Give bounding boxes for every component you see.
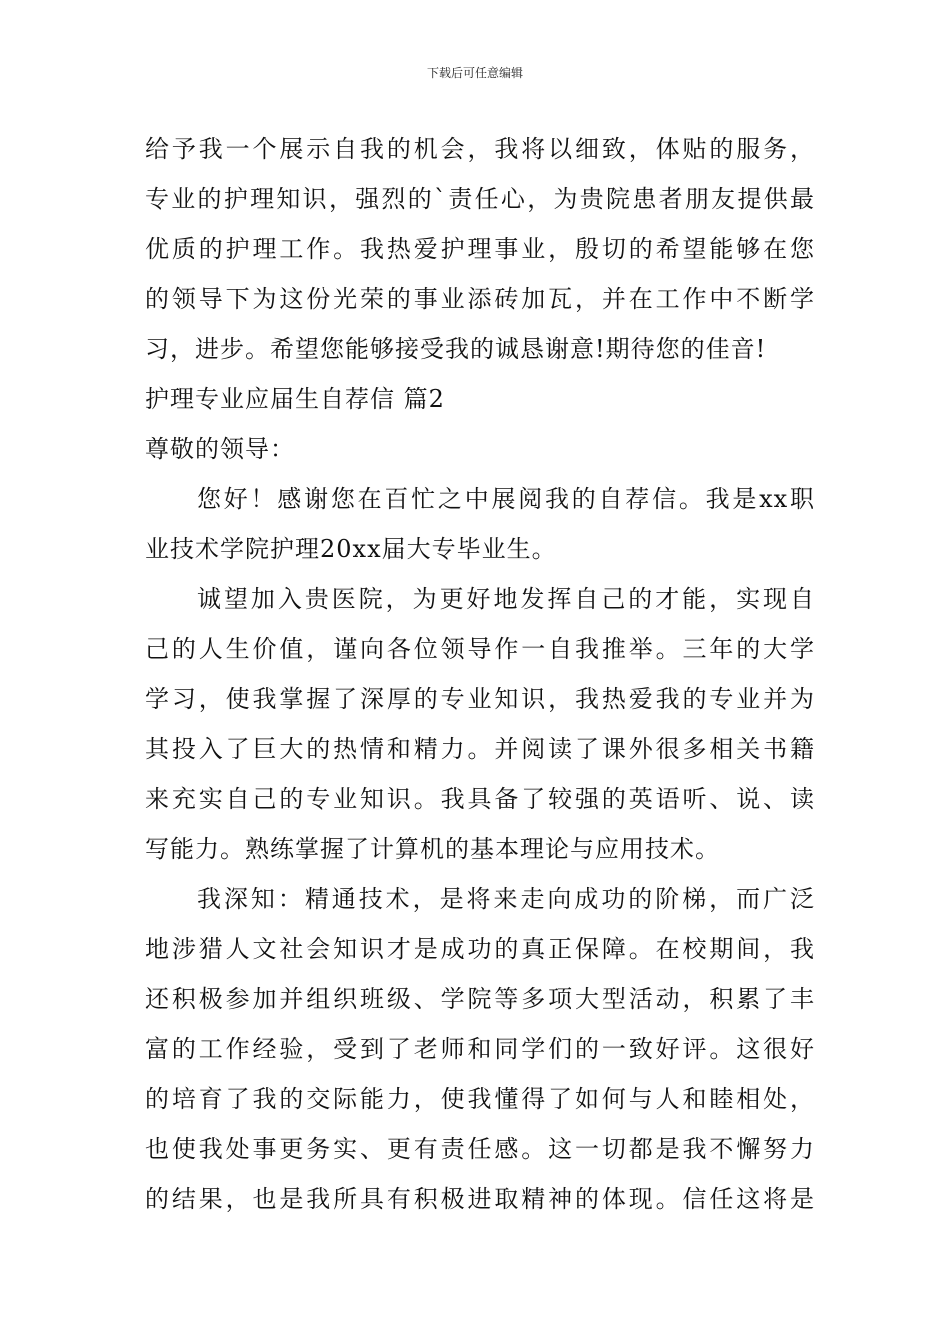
page-header: 下载后可任意编辑 [426,66,523,80]
text-line: 您好！感谢您在百忙之中展阅我的自荐信。我是xx职 [197,485,815,513]
text-line: 富的工作经验，受到了老师和同学们的一致好评。这很好 [145,1035,815,1063]
text-line: 也使我处事更务实、更有责任感。这一切都是我不懈努力 [145,1135,815,1163]
text-line: 习，进步。希望您能够接受我的诚恳谢意!期待您的佳音! [145,335,767,363]
text-line: 专业的护理知识，强烈的`责任心，为贵院患者朋友提供最 [145,185,815,213]
text-line: 诚望加入贵医院，为更好地发挥自己的才能，实现自 [197,585,815,613]
text-line: 己的人生价值，谨向各位领导作一自我推举。三年的大学 [145,635,815,663]
text-line: 尊敬的领导： [145,435,295,463]
text-line: 的培育了我的交际能力，使我懂得了如何与人和睦相处， [145,1085,815,1113]
text-line: 写能力。熟练掌握了计算机的基本理论与应用技术。 [145,835,720,863]
text-line: 还积极参加并组织班级、学院等多项大型活动，积累了丰 [145,985,815,1013]
text-line: 优质的护理工作。我热爱护理事业，殷切的希望能够在您 [145,235,815,263]
text-line: 地涉猎人文社会知识才是成功的真正保障。在校期间，我 [145,935,815,963]
text-line: 的结果，也是我所具有积极进取精神的体现。信任这将是 [145,1185,815,1213]
text-line: 学习，使我掌握了深厚的专业知识，我热爱我的专业并为 [145,685,815,713]
text-line: 来充实自己的专业知识。我具备了较强的英语听、说、读 [145,785,815,813]
text-line: 的领导下为这份光荣的事业添砖加瓦，并在工作中不断学 [145,285,815,313]
document-body [145,124,815,1224]
text-line: 其投入了巨大的热情和精力。并阅读了课外很多相关书籍 [145,735,815,763]
text-line: 给予我一个展示自我的机会，我将以细致，体贴的服务， [145,135,815,163]
text-line: 我深知：精通技术，是将来走向成功的阶梯，而广泛 [197,885,815,913]
text-line: 业技术学院护理20xx届大专毕业生。 [145,535,557,563]
text-line: 护理专业应届生自荐信 篇2 [145,385,445,413]
